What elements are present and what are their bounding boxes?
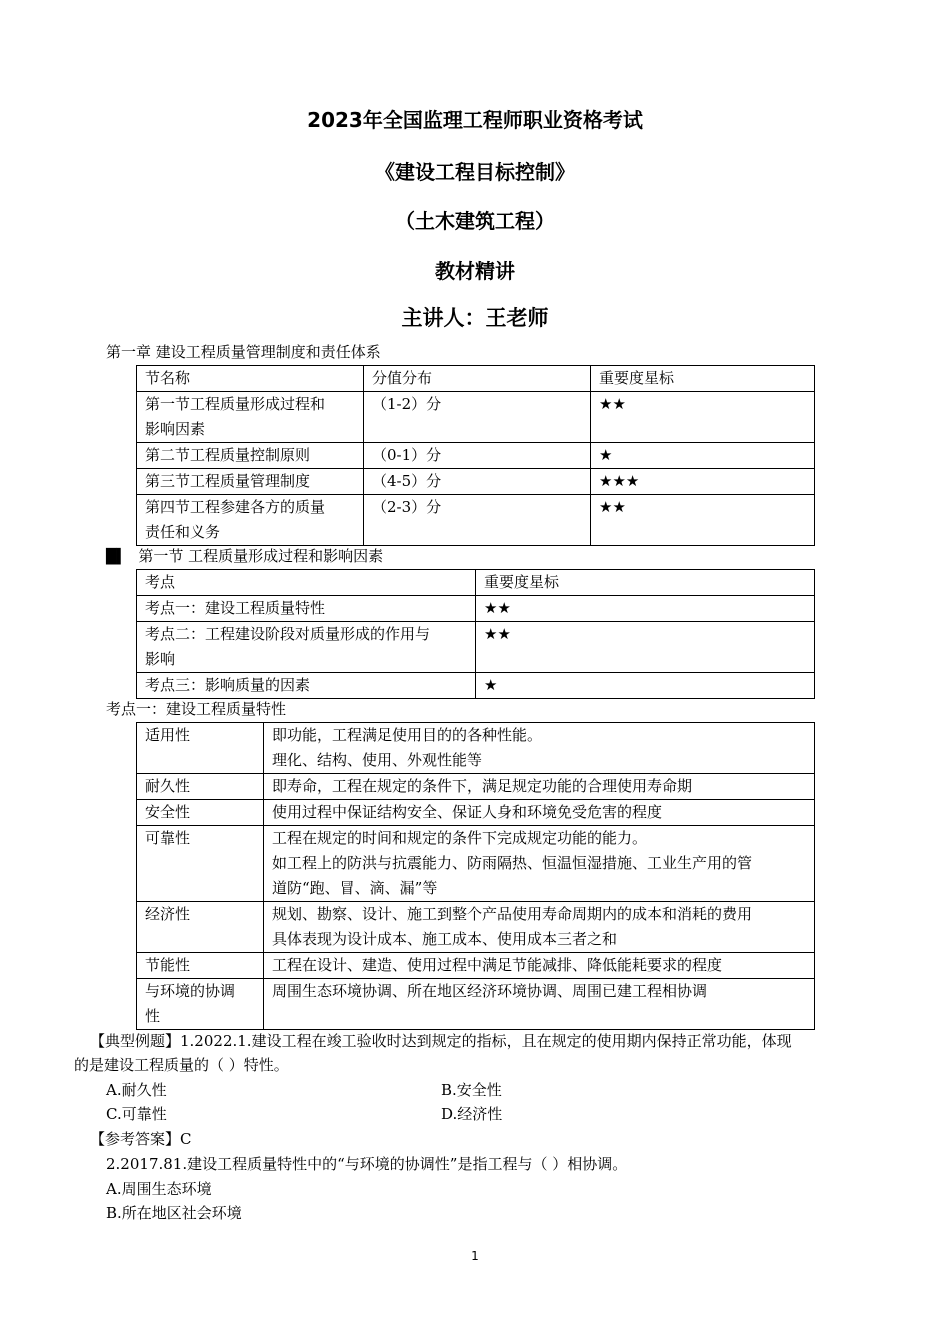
score-cell: （2-3）分	[364, 495, 591, 546]
example-question-2: 2.2017.81.建设工程质量特性中的“与环境的协调性”是指工程与（ ）相协调。	[106, 1155, 628, 1173]
table-header-row	[137, 570, 815, 596]
cell-text: 工程在规定的时间和规定的条件下完成规定功能的能力。	[272, 829, 648, 847]
stars-cell: ★	[591, 443, 815, 469]
cell-text: 责任和义务	[145, 523, 221, 541]
table-row	[137, 673, 815, 699]
property-cell: 安全性	[137, 800, 264, 826]
property-cell: 耐久性	[137, 774, 264, 800]
cell-text: 如工程上的防洪与抗震能力、防雨隔热、恒温恒湿措施、工业生产用的管	[272, 854, 753, 872]
quality-table	[136, 722, 815, 1030]
cell-text: 即功能，工程满足使用目的的各种性能。	[272, 726, 543, 744]
cell-text: 第一节工程质量形成过程和	[145, 395, 326, 413]
table-row	[137, 495, 815, 546]
cell-text: 性	[145, 1007, 161, 1025]
section-name-cell	[137, 392, 364, 443]
stars-cell: ★★	[591, 392, 815, 443]
point-cell: 考点三：影响质量的因素	[137, 673, 476, 699]
cell-text: 规划、勘察、设计、施工到整个产品使用寿命周期内的成本和消耗的费用	[272, 905, 753, 923]
point-cell: 考点一：建设工程质量特性	[137, 596, 476, 622]
score-cell: （0-1）分	[364, 443, 591, 469]
description-cell	[264, 826, 815, 902]
cell-text: 考点二：工程建设阶段对质量形成的作用与	[145, 625, 431, 643]
option-a-q2: A.周围生态环境	[106, 1180, 212, 1198]
score-cell: （4-5）分	[364, 469, 591, 495]
table-row	[137, 902, 815, 953]
description-cell: 使用过程中保证结构安全、保证人身和环境免受危害的程度	[264, 800, 815, 826]
score-cell: （1-2）分	[364, 392, 591, 443]
cell-text: 与环境的协调	[145, 982, 236, 1000]
title-category: （土木建筑工程）	[395, 209, 555, 233]
table-row	[137, 469, 815, 495]
table-row	[137, 979, 815, 1030]
reference-answer: 【参考答案】C	[90, 1130, 192, 1148]
table-row	[137, 723, 815, 774]
table-row	[137, 800, 815, 826]
section-name-cell	[137, 495, 364, 546]
title-lecturer: 主讲人：王老师	[401, 306, 549, 330]
stars-cell: ★★★	[591, 469, 815, 495]
property-cell: 经济性	[137, 902, 264, 953]
section-heading-text: 第一节 工程质量形成过程和影响因素	[138, 547, 384, 565]
title-subject: 《建设工程目标控制》	[375, 160, 575, 184]
header-cell: 节名称	[137, 366, 364, 392]
cell-text: 具体表现为设计成本、施工成本、使用成本三者之和	[272, 930, 618, 948]
stars-cell: ★★	[476, 596, 815, 622]
option-b: B.安全性	[441, 1081, 502, 1099]
option-d: D.经济性	[441, 1105, 503, 1123]
title-exam: 2023年全国监理工程师职业资格考试	[307, 108, 643, 132]
table-row	[137, 953, 815, 979]
table-row	[137, 596, 815, 622]
section-heading	[106, 544, 383, 570]
section-name-cell: 第三节工程质量管理制度	[137, 469, 364, 495]
page-number: 1	[471, 1249, 479, 1263]
header-cell: 分值分布	[364, 366, 591, 392]
stars-cell: ★★	[591, 495, 815, 546]
property-cell: 适用性	[137, 723, 264, 774]
example-question-1: 【典型例题】1.2022.1.建设工程在竣工验收时达到规定的指标，且在规定的使用期内保持正常功能，体现	[90, 1032, 792, 1050]
stars-cell: ★★	[476, 622, 815, 673]
header-cell: 重要度星标	[591, 366, 815, 392]
chapter-heading: 第一章 建设工程质量管理制度和责任体系	[106, 343, 381, 361]
table-row	[137, 826, 815, 902]
option-b-q2: B.所在地区社会环境	[106, 1204, 242, 1222]
stars-cell: ★	[476, 673, 815, 699]
cell-text: 影响因素	[145, 420, 206, 438]
cell-text: 理化、结构、使用、外观性能等	[272, 751, 483, 769]
section-marker-icon: █▍	[106, 549, 128, 565]
section-name-cell: 第二节工程质量控制原则	[137, 443, 364, 469]
title-course: 教材精讲	[435, 259, 515, 283]
option-a: A.耐久性	[106, 1081, 167, 1099]
example-question-1-cont: 的是建设工程质量的（ ）特性。	[74, 1056, 289, 1074]
header-cell: 重要度星标	[476, 570, 815, 596]
table-row	[137, 774, 815, 800]
property-cell: 可靠性	[137, 826, 264, 902]
description-cell	[264, 723, 815, 774]
table-row	[137, 443, 815, 469]
cell-text: 第四节工程参建各方的质量	[145, 498, 326, 516]
chapter-table	[136, 365, 815, 546]
description-cell: 周围生态环境协调、所在地区经济环境协调、周围已建工程相协调	[264, 979, 815, 1030]
points-table	[136, 569, 815, 699]
header-cell: 考点	[137, 570, 476, 596]
property-cell	[137, 979, 264, 1030]
point-heading: 考点一：建设工程质量特性	[106, 700, 287, 718]
cell-text: 道防“跑、冒、滴、漏”等	[272, 879, 438, 897]
description-cell: 即寿命，工程在规定的条件下，满足规定功能的合理使用寿命期	[264, 774, 815, 800]
option-c: C.可靠性	[106, 1105, 167, 1123]
table-row	[137, 392, 815, 443]
description-cell: 工程在设计、建造、使用过程中满足节能减排、降低能耗要求的程度	[264, 953, 815, 979]
table-header-row	[137, 366, 815, 392]
point-cell	[137, 622, 476, 673]
description-cell	[264, 902, 815, 953]
table-row	[137, 622, 815, 673]
cell-text: 影响	[145, 650, 176, 668]
property-cell: 节能性	[137, 953, 264, 979]
